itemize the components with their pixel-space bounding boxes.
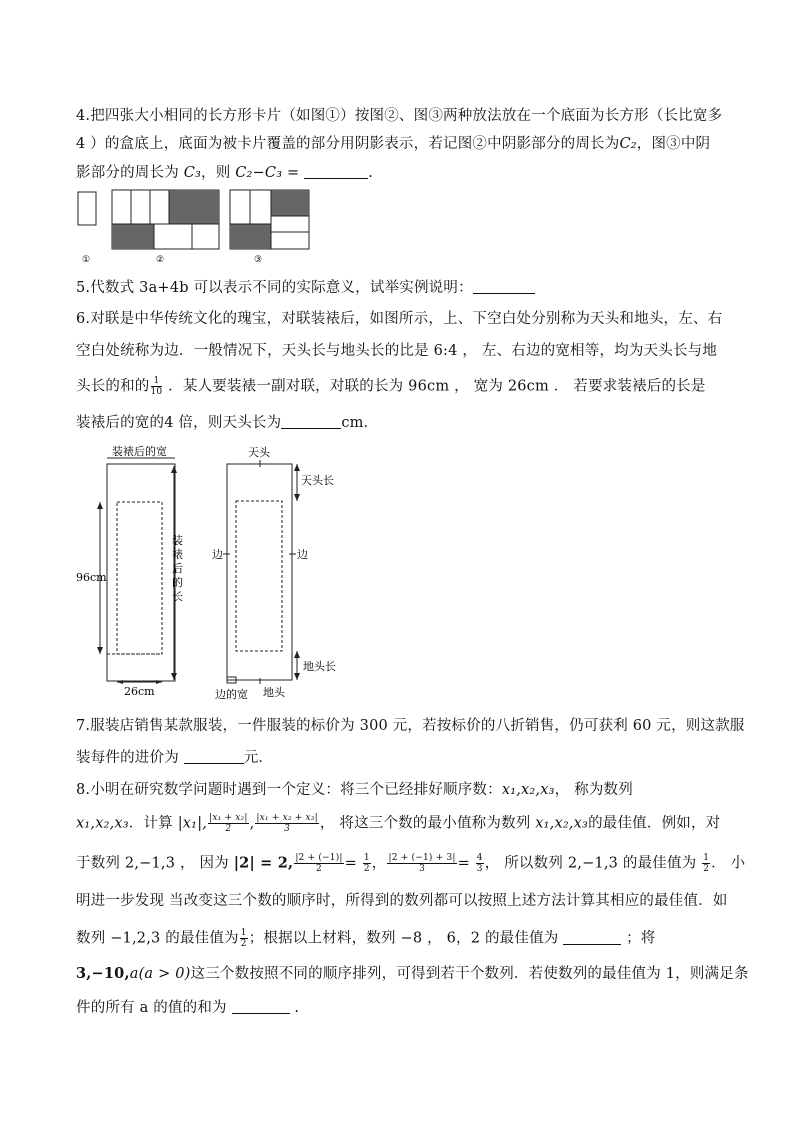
q8-ex3: $\frac{|2 + (-1) + 3|}{3}$ xyxy=(388,853,456,874)
q7-line2b: 元． xyxy=(243,750,274,766)
label-length-2: 后 xyxy=(172,562,183,575)
q8-line1 xyxy=(76,780,726,800)
q8-eq: = xyxy=(344,855,362,872)
q8-line3: 于数列 2,−1,3 ， 因为 |2| = 2, $\frac{|2 + (-1)|}{2}$ = $\frac{1}{2}$ ， $\frac{|2 + (-1) + 3|}{3}$ = $\frac{4}{3}$ ， 所以数列 2,−1,3 的最佳值为 $\frac{1}{2}$ ． 小 xyxy=(76,853,746,874)
label-26cm: 26cm xyxy=(124,685,155,698)
label-length-3: 的 xyxy=(172,576,183,589)
q4-line2 xyxy=(76,134,726,154)
q8-line2: x₁,x₂,x₃．计算 |x₁|, $\frac{\text{|x₁ + x₂|}}{2}$ , $\frac{\text{|x₁ + x₂ + x₃|}}{3}$ ， 将这三个数的最小值称为数列 x₁,x₂,x₃的最佳值．例如，对 xyxy=(76,813,721,834)
q8-line2-seq2: x₁,x₂,x₃ xyxy=(535,815,589,832)
q6-line4a: 装裱后的宽的4 倍，则天头长为 xyxy=(76,415,282,431)
q6-line4 xyxy=(76,413,726,433)
q8-calc2: $\frac{\text{|x₁ + x₂|}}{2}$ xyxy=(209,813,248,834)
q4-line3a: 影部分的周长为 xyxy=(76,165,179,181)
q4-figures xyxy=(70,186,320,266)
q8-half2: $\frac{1}{2}$ xyxy=(703,853,710,874)
label-tiantou: 天头 xyxy=(248,446,270,459)
q8-seq: x₁,x₂,x₃ xyxy=(501,782,555,798)
q8-ex2: $\frac{|2 + (-1)|}{2}$ xyxy=(295,853,343,874)
label-bian-right: 边 xyxy=(297,548,308,561)
fig1-card xyxy=(78,192,96,225)
q4-expr: C₂−C₃ = xyxy=(235,165,300,181)
q8-calc1: |x₁|, xyxy=(177,815,208,832)
q8-line5b: ；根据以上材料，数列 −8 ， 6，2 的最佳值为 xyxy=(248,930,559,947)
q5-line xyxy=(76,278,726,298)
label-bian-width: 边的宽 xyxy=(215,688,248,701)
q6-line3 xyxy=(76,376,726,397)
q8-line3b: ， 所以数列 2,−1,3 的最佳值为 xyxy=(484,855,697,872)
label-length-1: 裱 xyxy=(172,548,183,561)
q8-line4: 明进一步发现 当改变这三个数的顺序时，所得到的数列都可以按照上述方法计算其相应的最佳值．如 xyxy=(76,893,728,909)
q4-line1: 4.把四张大小相同的长方形卡片（如图①）按图②、图③两种放法放在一个底面为长方形（长比宽多 xyxy=(76,108,723,124)
q8-answer-blank-1[interactable] xyxy=(563,930,621,945)
q4-c2: C₂ xyxy=(619,136,637,152)
fig2 xyxy=(112,190,219,249)
q5-text: 5.代数式 3a+4b 可以表示不同的实际意义，试举实例说明： xyxy=(76,280,473,296)
q6-line3a: 头长的和的 xyxy=(76,378,150,395)
q7-answer-blank[interactable] xyxy=(184,749,244,764)
q6-line4b: cm． xyxy=(341,415,379,431)
label-tiantou-length: 天头长 xyxy=(301,474,334,487)
label-width-after: 装裱后的宽 xyxy=(112,445,167,458)
q8-line7 xyxy=(76,998,726,1018)
q6-figures xyxy=(70,444,360,706)
label-bian-left: 边 xyxy=(212,548,223,561)
q4-line2-text: 4 ）的盒底上，底面为被卡片覆盖的部分用阴影表示，若记图②中阴影部分的周长为 xyxy=(76,136,620,152)
q6-fraction: $\frac{1}{10}$ xyxy=(150,376,163,397)
q8-ex3-val: $\frac{4}{3}$ xyxy=(476,853,483,874)
q8-line2b: ．计算 xyxy=(128,815,173,832)
q8-line1a: 8.小明在研究数学问题时遇到一个定义：将三个已经排好顺序数： xyxy=(76,782,502,798)
q8-line1b: ， 称为数列 xyxy=(554,782,633,798)
label-ditou: 地头 xyxy=(263,686,285,699)
q4-line3 xyxy=(76,163,726,183)
q6-answer-blank[interactable] xyxy=(281,414,341,429)
q8-line5a: 数列 −1,2,3 的最佳值为 xyxy=(76,930,239,947)
q8-line6 xyxy=(76,964,749,984)
q8-calc3: $\frac{\text{|x₁ + x₂ + x₃|}}{3}$ xyxy=(256,813,318,834)
q8-line5c: ；将 xyxy=(626,930,656,947)
q8-line5 xyxy=(76,928,726,949)
q8-line6b: a(a > 0) xyxy=(129,966,191,982)
q8-half3: $\frac{1}{2}$ xyxy=(240,928,247,949)
parts-dashed-rect xyxy=(236,501,282,651)
q6-line2: 空白处统称为边．一般情况下，天头长与地头长的比是 6:4 ， 左、右边的宽相等，均为天头长与地 xyxy=(76,343,718,359)
label-ditou-length: 地头长 xyxy=(303,660,336,673)
q8-line2c: ， 将这三个数的最小值称为数列 xyxy=(319,815,531,832)
q5-answer-blank[interactable] xyxy=(473,279,535,294)
label-length-0: 装 xyxy=(172,534,183,547)
fig3 xyxy=(230,190,309,249)
q7-line1: 7.服装店销售某款服装，一件服装的标价为 300 元，若按标价的八折销售，仍可获利 60 元，则这款服 xyxy=(76,718,745,734)
q4-c3: C₃ xyxy=(183,165,202,181)
q4-line3end: . xyxy=(368,165,373,181)
q4-line2b: ，图③中阴 xyxy=(636,136,711,152)
couplet-dashed-rect xyxy=(117,502,162,654)
q7-line2a: 装每件的进价为 xyxy=(76,750,179,766)
q8-answer-blank-2[interactable] xyxy=(232,999,290,1014)
q8-line6a: 3,−10, xyxy=(76,965,130,982)
fig2-label: ② xyxy=(156,255,165,265)
q6-line3b: ．某人要装裱一副对联，对联的长为 96cm ， 宽为 26cm ． 若要求装裱后的长是 xyxy=(168,378,706,395)
q8-line2-seq: x₁,x₂,x₃ xyxy=(76,815,129,832)
fig3-label: ③ xyxy=(254,255,263,265)
q8-line6c: 这三个数按照不同的顺序排列，可得到若干个数列．若使数列的最佳值为 1，则满足条 xyxy=(190,966,749,982)
label-96cm: 96cm xyxy=(76,571,107,584)
fig1-label: ① xyxy=(82,255,91,265)
q8-line7b: . xyxy=(294,1000,300,1016)
q8-half: $\frac{1}{2}$ xyxy=(363,853,370,874)
q8-line2d: 的最佳值．例如，对 xyxy=(588,815,721,832)
q6-line1: 6.对联是中华传统文化的瑰宝，对联装裱后，如图所示，上、下空白处分别称为天头和地头，左、右 xyxy=(76,311,723,327)
q8-abs2: |2| = 2, xyxy=(233,854,294,872)
q7-line2 xyxy=(76,748,726,768)
q8-line3c: ． 小 xyxy=(711,855,746,872)
q4-line3b: ，则 xyxy=(201,165,231,181)
q8-line7a: 件的所有 a 的值的和为 xyxy=(76,1000,227,1016)
label-length-4: 长 xyxy=(172,590,183,603)
mounted-couplet-figure xyxy=(76,444,183,698)
q4-answer-blank[interactable] xyxy=(304,164,368,179)
couplet-parts-figure xyxy=(212,445,336,701)
q8-line3a: 于数列 2,−1,3 ， 因为 xyxy=(76,855,229,872)
